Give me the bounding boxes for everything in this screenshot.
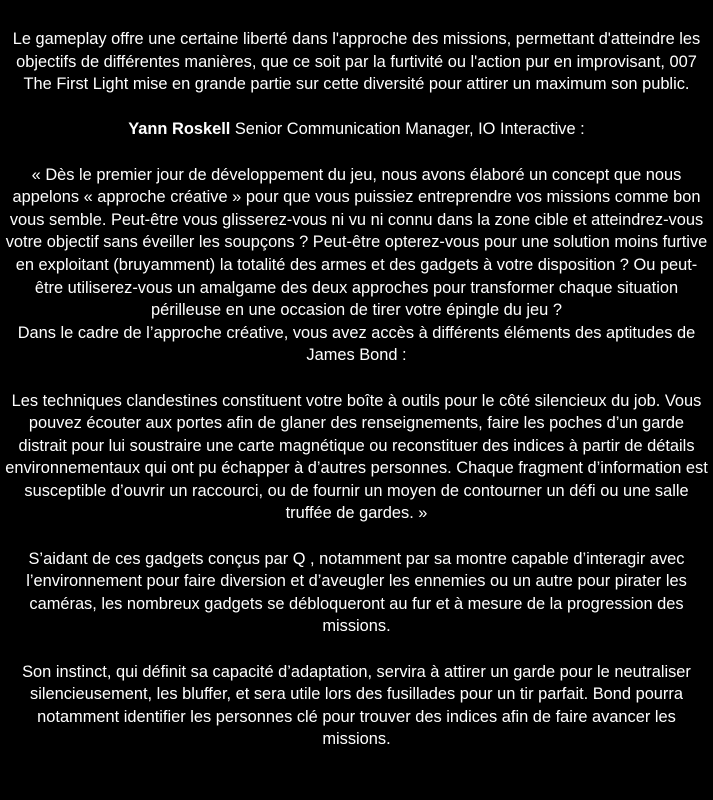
- gadgets-paragraph: S’aidant de ces gadgets conçus par Q , notamment par sa montre capable d’interagir avec l’environnement pour faire diversion et d’aveugler les ennemies ou un autre pour pirater les caméras, les nombreux gadgets se débloqueront au fur et à mesure de la progression des missions.: [26, 549, 687, 636]
- speaker-attribution: [4, 118, 709, 141]
- speaker-name: Yann Roskell: [128, 120, 231, 139]
- speaker-role: Senior Communication Manager, IO Interactive :: [230, 120, 585, 139]
- quote-paragraph-approach: « Dès le premier jour de développement du jeu, nous avons élaboré un concept que nous appelons « approche créative » pour que vous puissiez entreprendre vos missions comme bon vous semble. Peut-être vous glisserez-vous ni vu ni connu dans la zone cible et atteindrez-vous votre objectif sans éveiller les soupçons ? Peut-être opterez-vous pour une solution moins furtive en exploitant (bruyamment) la totalité des armes et des gadgets à votre disposition ? Ou peut-être utiliserez-vous un amalgame des deux approches pour transformer chaque situation périlleuse en une occasion de tirer votre épingle du jeu ?: [5, 165, 708, 320]
- quote-paragraph-abilities-intro: Dans le cadre de l’approche créative, vous avez accès à différents éléments des aptitudes de James Bond :: [17, 323, 696, 365]
- intro-paragraph: Le gameplay offre une certaine liberté dans l'approche des missions, permettant d'atteindre les objectifs de différentes manières, que ce soit par la furtivité ou l'action pur en improvisant, 007 The First Light mise en grande partie sur cette diversité pour attirer un maximum son public.: [12, 30, 701, 94]
- quote-paragraph-stealth-techniques: Les techniques clandestines constituent votre boîte à outils pour le côté silencieux du job. Vous pouvez écouter aux portes afin de glaner des renseignements, faire les poches d’un garde distrait pour lui soustraire une carte magnétique ou reconstituer des indices à partir de détails environnementaux qui ont pu échapper à d’autres personnes. Chaque fragment d’information est susceptible d’ouvrir un raccourci, ou de fournir un moyen de contourner un défi ou une salle truffée de gardes. »: [5, 391, 708, 523]
- instinct-paragraph: Son instinct, qui définit sa capacité d’adaptation, servira à attirer un garde pour le neutraliser silencieusement, les bluffer, et sera utile lors des fusillades pour un tir parfait. Bond pourra notamment identifier les personnes clé pour trouver des indices afin de faire avancer les missions.: [22, 662, 691, 749]
